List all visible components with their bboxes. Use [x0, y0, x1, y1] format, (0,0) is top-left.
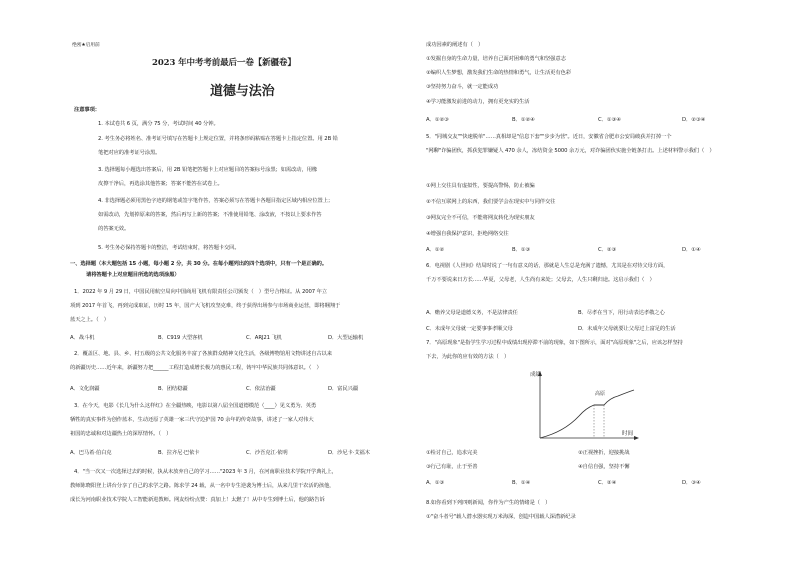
option-b: B．①②④	[512, 117, 535, 123]
statement: ③网友完全不可信，不能将网友转化为现实朋友	[426, 215, 535, 221]
option-c: C．①③④	[598, 117, 621, 123]
question-line: 项到 2017 年首飞，再到完成取证，历时 15 年，国产大飞机攻坚克难，终于获得出场参与市场商业运营，即将翱翔于	[70, 303, 341, 309]
statement: ②不信互联网上的东西，我们要学会在现实中与同伴交往	[426, 199, 556, 205]
question-line: 祖国的忠诚和对边疆热土的深厚情怀。（ ）	[70, 431, 172, 437]
y-axis-label: 成绩	[530, 372, 542, 378]
question-line: 6．电视剧《人世间》结局时说了一句有意义的话，那就是人生总是充满了遗憾，尤其是在对待父母方面，	[426, 263, 669, 269]
option-b: B．尽孝在当下，用行动表达孝敬之心	[578, 310, 665, 316]
option-b: B．①④	[512, 480, 531, 486]
option-a: A．①③	[426, 480, 445, 486]
note-line: 笔把对应的准考证号涂黑。	[98, 150, 161, 156]
question-line: 牺牲的真实事件为创作蓝本，生动还原了英雄一家三代守边护国 70 余年的传奇故事，讲述了一家人对伟大	[70, 417, 314, 423]
x-axis-arrow	[634, 436, 639, 440]
option-d: D．③④	[682, 480, 701, 486]
question-line: 成功因素的阐述有（ ）	[426, 42, 484, 48]
option-c: C．未成年父母就一定要事事孝顺父母	[426, 326, 513, 332]
note-line: 5. 考生务必保持答题卡的整洁，考试结束时，将答题卡交回。	[98, 245, 240, 251]
question-line: 下去，为此你的应有效的方法（ ）	[426, 354, 510, 360]
statement: ①发掘自身的生命力量，培养自己面对困难的勇气和坚强意志	[426, 56, 566, 62]
secret-label: 绝密★启用前	[72, 43, 100, 48]
option-a: A．战斗机	[70, 335, 95, 341]
statement: ①"奋斗者号"载人潜水器实现万米海深，创造中国载人深潜新纪录	[426, 514, 576, 520]
statement: ②编织人生梦想，激发我们生命的热情和勇气，让生活更有色彩	[426, 70, 571, 76]
statement: ②正视挫折，迎接挑战	[578, 450, 630, 456]
note-line: 1. 本试卷共 6 页，满分 75 分，考试时间 40 分钟。	[98, 121, 219, 127]
statement: ③坚持努力奋斗，就一定能成功	[426, 84, 499, 90]
left-column	[70, 0, 408, 562]
option-b: B．拉齐尼·巴依卡	[158, 450, 200, 456]
question-line: 8.如你看到下列四则新闻，你作为产生的情绪是（ ）	[426, 500, 551, 506]
option-b: B．①③	[512, 247, 531, 253]
note-line: 2. 考生务必将姓名、准考证号填写在答题卡上规定位置，并将条形码粘贴在答题卡上指定位置。用 2B 铅	[98, 136, 338, 142]
exam-title: 2023 年中考考前最后一卷【新疆卷】	[152, 58, 296, 68]
score-curve	[540, 390, 634, 438]
option-a: A．巴马希·伯白克	[70, 450, 112, 456]
question-line: 7．"高原现象"是指学生学习过程中成绩出现停滞不前的现象，如下图所示，面对"高原现象"之后，应该怎样坚持	[426, 340, 683, 346]
option-d: D．富民兴疆	[328, 386, 358, 392]
question-line: 2．覆盖区、地、县、乡、村五级的公共文化服务丰富了各族群众精神文化生活，各级博物馆用文物讲述自古以来	[74, 351, 332, 357]
question-line: 1．2022 年 9 月 29 日，中国民用航空局向中国商用飞机有限责任公司颁发（ ）型号合格证。从 2007 年立	[74, 289, 328, 295]
question-line: 成长为河南职业技术学院人工智能新进教师。网友纷纷点赞：真加上！太燃了！从中专生到博士后，他的路告诉	[70, 497, 325, 503]
option-d: D．大型运输机	[328, 335, 364, 341]
question-line: 4．"当一次又一次选择过去的时候，执从未放弃自己的学习……"2023 年 3 月，在河南职业技术学院开学典礼上，	[74, 469, 337, 475]
option-d: D．②③④	[682, 117, 706, 123]
option-d: D．沙尼卡·艾福木	[328, 450, 370, 456]
plateau-label: 高原	[595, 391, 606, 397]
note-line: 的答案无效。	[98, 226, 130, 232]
note-line: 4. 非选择题必须用黑色字迹的钢笔或签字笔作答，答案必须写在答题卡各题目指定区域内相应位置上；	[98, 198, 334, 204]
option-c: C．ARJ21 飞机	[246, 335, 282, 341]
statement: ④增强自我保护意识，拒绝网络交往	[426, 231, 509, 237]
option-c: C．沙吾克江·依明	[246, 450, 288, 456]
question-line: 3．在今天，电影《长几为什么这样红》在全疆热映，电影以第八届全国道德模范（____）见义勇为、英勇	[74, 403, 317, 409]
note-line: 皮擦干净后，再选涂其他答案；答案不能答在试卷上。	[98, 181, 223, 187]
option-c: C．②④	[598, 480, 617, 486]
question-line: 教师陈晓阳登上讲台分享了自己的求学之路。陈求学 24 载，从一名中专生逆袭为博士后，从来几里干农活的孩他，	[70, 483, 335, 489]
question-line: 的新疆历史……近年来，新疆努力把______工程打造成增长极力的惠民工程，铸牢中华民族共同体意识。（ ）	[70, 365, 322, 371]
note-line: 如需改动，先划掉原来的答案，然后再写上新的答案；不准使用铅笔、涂改液，不按以上要求作答	[98, 212, 322, 218]
option-d: D．①④	[682, 247, 701, 253]
option-a: A．文化润疆	[70, 386, 100, 392]
option-d: D．未成年父母就要让父母过上富足的生活	[578, 326, 676, 332]
statement: ④学习能激发前进的动力，拥有更充实的生活	[426, 99, 530, 105]
option-b: B．C919 大型客机	[158, 335, 203, 341]
option-a: A．①②	[426, 247, 445, 253]
option-b: B．团结稳疆	[158, 386, 188, 392]
option-c: C．依法治疆	[246, 386, 276, 392]
question-line: 千万不要说来日方长……华夏，父母老，人生尚有来处；父母去，人生只剩归途。这启示我们（ ）	[426, 277, 655, 283]
question-line: "网聊"诈骗团伙，抓获犯罪嫌疑人 470 余人，冻结资金 5000 余万元，对诈骗团伙实施全链条打击。上述材料警示我们（ ）	[426, 148, 715, 154]
section-heading-cont: 请将答题卡上对应题目所选的选项涂黑）	[86, 272, 180, 278]
question-line: 5．"同城交友""快速脱单"……真相却是"信息下套""步步为营"。近日，安徽省合肥市公安局破获并打掉一个	[426, 134, 672, 140]
section-heading: 一、选择题（本大题包括 15 小题，每小题 2 分，共 30 分。在每小题列出的四个选项中，只有一个是正确的。	[70, 261, 328, 267]
statement: ④自信自强，坚持不懈	[578, 464, 630, 470]
option-a: A．①②③	[426, 117, 449, 123]
note-line: 3. 选择题每小题选出答案后，用 2B 铅笔把答题卡上对应题目的答案标号涂黑；如需改动，用橡	[98, 167, 318, 173]
right-column	[424, 0, 764, 562]
notes-heading: 注意事项：	[74, 107, 100, 113]
statement: ③行己有耻，止于至善	[426, 464, 478, 470]
plateau-chart	[524, 368, 644, 444]
option-c: C．②③	[598, 247, 617, 253]
question-line: 蓝天之上。（ ）	[70, 317, 109, 323]
statement: ①检讨自己，追求完美	[426, 450, 478, 456]
x-axis-label: 时间	[622, 431, 634, 437]
statement: ①网上交往具有虚拟性，要提高警惕，防止被骗	[426, 183, 535, 189]
option-a: A．赡养父母是道德义务，不是法律责任	[426, 310, 518, 316]
subject-title: 道德与法治	[210, 84, 275, 99]
